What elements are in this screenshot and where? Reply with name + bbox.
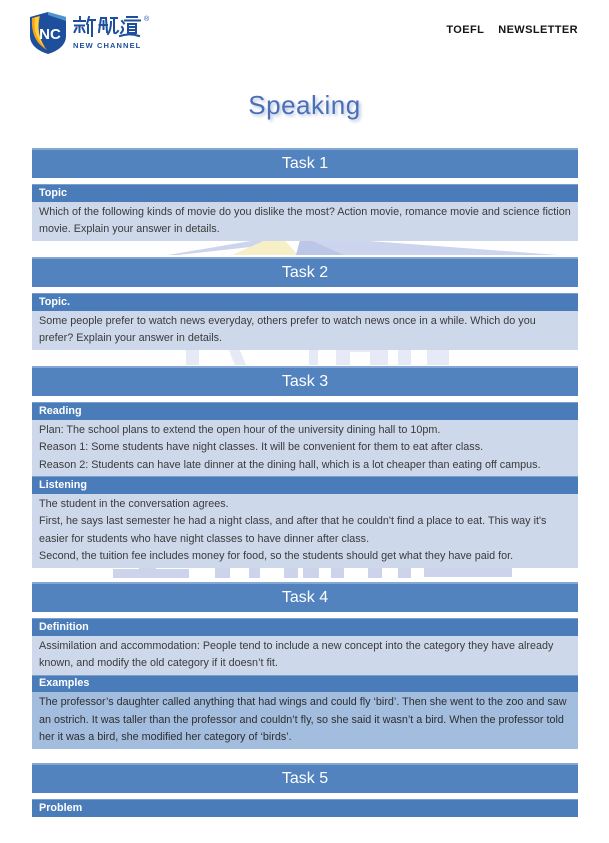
task-title-bar — [32, 582, 578, 612]
subsection — [32, 618, 578, 675]
task-title: Task 4 — [281, 589, 329, 606]
body-paragraph: Plan: The school plans to extend the open hour of the university dining hall to 10pm. — [39, 423, 441, 436]
masthead-label: NEWSLETTER — [498, 24, 578, 36]
body-paragraph: Reason 1: Some students have night classes. It will be convenient for them to eat after class. — [39, 441, 484, 453]
section-body — [32, 692, 578, 749]
page-title: Speaking — [248, 90, 361, 120]
body-paragraph: Second, the tuition fee includes money for food, so the students should get what they have paid for. — [39, 550, 514, 562]
masthead — [446, 24, 578, 36]
task-title: Task 2 — [281, 264, 329, 281]
section-label: Reading — [39, 404, 82, 417]
section-label-bar — [32, 293, 578, 311]
section-label-bar — [32, 799, 578, 817]
task-subsections — [32, 799, 578, 817]
task-section — [32, 763, 578, 817]
task-section — [32, 366, 578, 568]
body-paragraph: First, he says last semester he had a night class, and after that he couldn't find a place to eat. This way it's easier for students who have night classes to have dinner after class. — [39, 515, 547, 545]
section-body — [32, 636, 578, 675]
brand-logo — [28, 11, 149, 55]
task-title: Task 5 — [281, 770, 329, 787]
body-paragraph: Some people prefer to watch news everyday, others prefer to watch news once in a while. Which do you prefer? Explain your answer in details. — [39, 314, 536, 344]
task-title-bar — [32, 148, 578, 178]
task-title-bar — [32, 366, 578, 396]
task-subsections — [32, 293, 578, 350]
brand-name-en: NEW CHANNEL — [73, 41, 142, 50]
task-title: Task 1 — [281, 155, 329, 172]
section-label-bar — [32, 618, 578, 636]
registered-mark: ® — [144, 16, 150, 23]
subsection — [32, 799, 578, 817]
section-label: Listening — [39, 478, 87, 491]
task-title-bar — [32, 257, 578, 287]
nc-monogram: NC — [39, 26, 61, 43]
subsection — [32, 402, 578, 476]
masthead-exam: TOEFL — [446, 24, 485, 36]
section-label: Examples — [39, 677, 90, 689]
section-body — [32, 311, 578, 350]
body-paragraph: Which of the following kinds of movie do you dislike the most? Action movie, romance movie and science fiction movie. Explain your answer in details. — [39, 205, 571, 235]
task-subsections — [32, 618, 578, 749]
section-label-bar — [32, 675, 578, 693]
task-subsections — [32, 184, 578, 241]
subsection — [32, 184, 578, 241]
section-label: Problem — [39, 801, 83, 814]
section-label-bar — [32, 402, 578, 420]
section-label: Topic. — [39, 295, 70, 308]
task-title-bar — [32, 763, 578, 793]
body-paragraph: Assimilation and accommodation: People tend to include a new concept into the category they have already known, and modify the old category if it doesn’t fit. — [39, 639, 554, 669]
section-body — [32, 202, 578, 241]
section-body — [32, 494, 578, 568]
brand-name-cn-glyphs — [73, 16, 143, 39]
task-title: Task 3 — [281, 373, 329, 390]
nc-shield-icon — [28, 11, 68, 55]
task-section — [32, 148, 578, 241]
section-body — [32, 420, 578, 477]
section-label: Topic — [39, 186, 67, 199]
section-label-bar — [32, 184, 578, 202]
subsection — [32, 675, 578, 749]
section-label-bar — [32, 476, 578, 494]
body-paragraph: Reason 2: Students can have late dinner at the dining hall, which is a lot cheaper than eating off campus. — [39, 458, 541, 471]
body-paragraph: The student in the conversation agrees. — [39, 497, 229, 510]
subsection — [32, 293, 578, 350]
task-section — [32, 257, 578, 350]
section-label: Definition — [39, 620, 89, 633]
body-paragraph: The professor’s daughter called anything that had wings and could fly ‘bird’. Then she went to the zoo and saw an ostrich. It was taller than the professor and couldn’t fly, so she said it wasn’t a bird. When the professor told her it was a bird, she modified her category of ‘birds’. — [39, 696, 567, 743]
task-section — [32, 582, 578, 749]
subsection — [32, 476, 578, 568]
task-subsections — [32, 402, 578, 568]
